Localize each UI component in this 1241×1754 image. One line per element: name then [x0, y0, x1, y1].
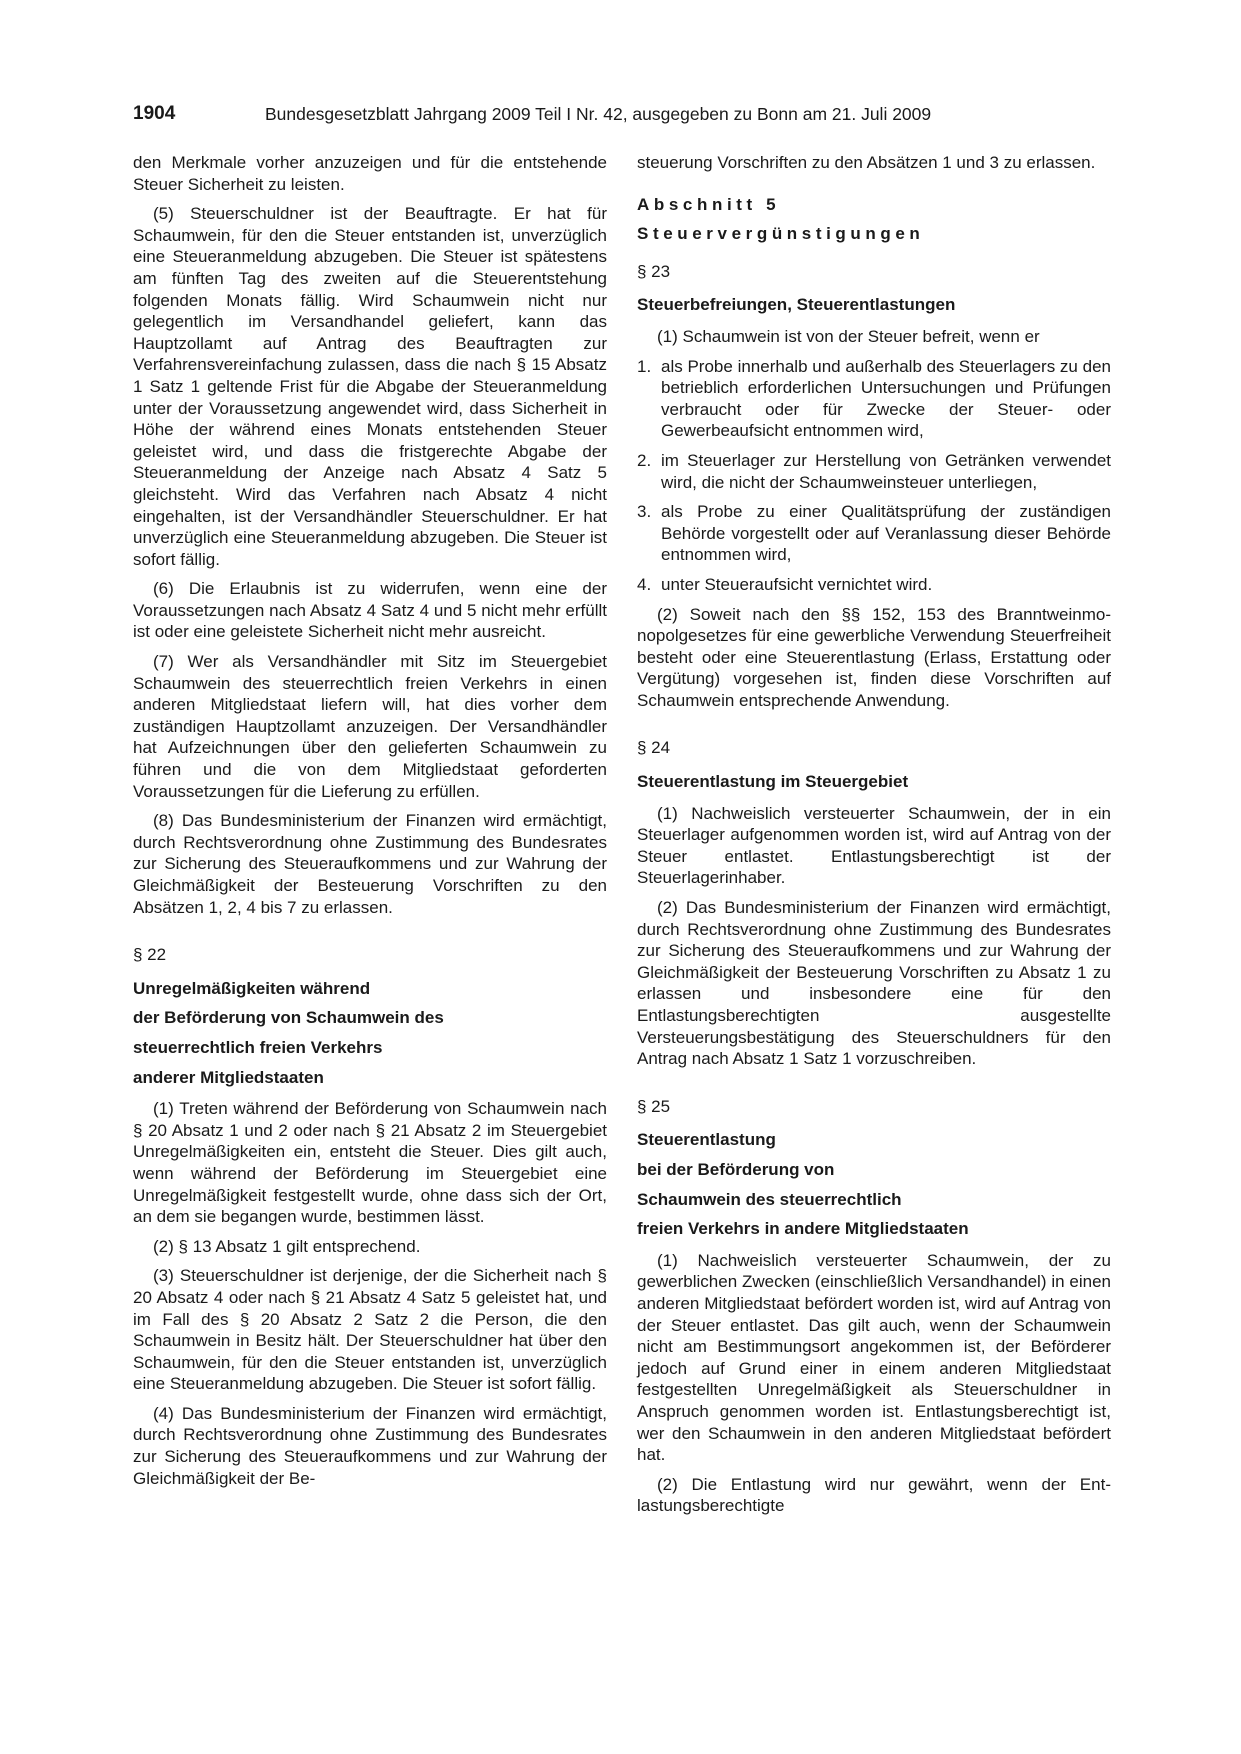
list-item-text: als Probe zu einer Qualitätsprüfung der zuständigen Behörde vorgestellt oder auf Veranlassung dieser Behörde entnommen wird, [661, 502, 1111, 565]
section-number: § 22 [133, 945, 167, 965]
paragraph: (3) Steuerschuldner ist derjenige, der die Sicherheit nach § 20 Absatz 4 oder nach § 21 Absatz 4 Satz 5 geleistet hat, und im Fall des § 20 Absatz 2 Satz 2 die Person, die den Schaumwein in Besitz hält. Der Steuerschuldner hat über den Schaumwein, für den die Steuer entstanden ist, unverzüglich eine Steueranmeldung abzugeben. Die Steuer ist sofort fällig. [133, 1266, 607, 1394]
page-number: 1904 [133, 103, 176, 124]
paragraph: (2) Soweit nach den §§ 152, 153 des Branntweinmonopolgesetzes für eine gewerbliche Verwendung Steuerfreiheit besteht oder eine Steuerentlastung (Erlass, Erstattung oder Vergütung) vorgesehen ist, finden diese Vorschriften auf Schaumwein entsprechende Anwendung. [637, 604, 1111, 710]
list-item [637, 450, 1111, 493]
section-heading [637, 737, 1111, 792]
section-heading [133, 944, 607, 1088]
paragraph: (1) Schaumwein ist von der Steuer befreit, wenn er [657, 326, 1040, 346]
list-item-number: 2. [637, 450, 652, 470]
paragraph: (1) Nachweislich versteuerter Schaumwein, der in ein Steuerlager aufgenommen worden ist, wird auf Antrag von der Steuer entlastet. Entlastungsberechtigt ist der Steuerlagerinhaber. [637, 803, 1111, 888]
list-item-text: unter Steueraufsicht vernichtet wird. [661, 574, 933, 594]
list-item-text: im Steuerlager zur Herstellung von Getränken verwendet wird, die nicht der Schaumweinsteuer unterliegen, [661, 450, 1111, 492]
page-header [133, 103, 1113, 127]
running-head: Bundesgesetzblatt Jahrgang 2009 Teil I Nr. 42, ausgegeben zu Bonn am 21. Juli 2009 [265, 104, 932, 124]
section-title-line: Steuerentlastung im Steuergebiet [637, 772, 909, 792]
section-title-line: Unregelmäßigkeiten während [133, 978, 371, 998]
part-heading [637, 194, 1111, 245]
list-item-number: 4. [637, 574, 652, 594]
paragraph: (1) Treten während der Beförderung von Schaumwein nach § 20 Absatz 1 und 2 oder nach § 21 Absatz 2 im Steuergebiet Unregelmäßigkeiten ein, entsteht die Steuer. Dies gilt auch, wenn während der Beförderung im Steuergebiet eine Unregelmäßigkeit festgestellt wurde, ohne dass sich der Ort, an dem sie begangen wurde, bestimmen lässt. [133, 1099, 607, 1227]
paragraph: (8) Das Bundesministerium der Finanzen wird ermächtigt, durch Rechtsverordnung ohne Zustimmung des Bundesrates zur Sicherung des Steueraufkommens und zur Wahrung der Gleichmäßigkeit der Besteuerung Vorschriften zu den Absätzen 1, 2, 4 bis 7 zu erlassen. [133, 811, 607, 917]
section-number: § 24 [637, 738, 671, 758]
paragraph: (7) Wer als Versandhändler mit Sitz im Steuergebiet Schaumwein des steuerrechtlich freien Verkehrs in einen anderen Mitgliedstaat liefern will, hat dies vorher dem zuständigen Hauptzollamt anzuzeigen. Der Versandhändler hat Aufzeichnungen über den gelieferten Schaumwein zu führen und die von dem Mitgliedstaat geforderten Voraussetzungen für die Lieferung zu erfüllen. [133, 652, 607, 801]
right-column [637, 152, 1111, 1525]
list-item-number: 1. [637, 356, 652, 376]
list-item [637, 501, 1111, 566]
paragraph: steuerung Vorschriften zu den Absätzen 1 und 3 zu erlassen. [637, 153, 1096, 172]
part-number: Abschnitt 5 [637, 194, 781, 214]
section-title-line: Steuerentlastung [637, 1130, 776, 1150]
paragraph: (2) Das Bundesministerium der Finanzen wird ermächtigt, durch Rechtsverordnung ohne Zustimmung des Bundesrates zur Sicherung des Steueraufkommens und zur Wahrung der Gleichmäßigkeit der Besteuerung Vorschriften zu Absatz 1 zu erlassen und insbesondere eine für den Entlastungsberechtigten ausgestellte Versteuerungsbestätigung des Steuerschuldners für den Antrag nach Absatz 1 Satz 1 vorzuschreiben. [637, 898, 1111, 1069]
part-title: Steuervergünstigungen [637, 224, 925, 244]
section-title-line: bei der Beförderung von [637, 1159, 835, 1179]
left-column [133, 152, 607, 1497]
section-heading [637, 261, 1111, 316]
list-item-text: als Probe innerhalb und außerhalb des Steuerlagers zu den betrieblich erforderlichen Untersuchungen und Prüfungen verbraucht oder für Zwecke der Steuer- oder Gewerbeaufsicht entnommen wird, [661, 356, 1111, 441]
paragraph: (6) Die Erlaubnis ist zu widerrufen, wenn eine der Voraussetzungen nach Absatz 4 Satz 4 und 5 nicht mehr erfüllt ist oder eine geleistete Sicherheit nicht mehr ausreicht. [133, 579, 607, 642]
paragraph: (4) Das Bundesministerium der Finanzen wird ermächtigt, durch Rechtsverordnung ohne Zustimmung des Bundesrates zur Sicherung des Steueraufkommens und zur Wahrung der Gleichmäßigkeit der Be- [133, 1403, 607, 1488]
section-title-line: steuerrechtlich freien Verkehrs [133, 1037, 383, 1057]
section-title-line: anderer Mitgliedstaaten [133, 1067, 324, 1087]
list-item-number: 3. [637, 502, 652, 522]
section-heading [637, 1096, 1111, 1240]
section-title-line: Schaumwein des steuerrechtlich [637, 1189, 902, 1209]
section-number: § 23 [637, 261, 671, 281]
list-item [637, 356, 1111, 442]
paragraph: den Merkmale vorher anzuzeigen und für die entstehende Steuer Sicherheit zu leisten. [133, 153, 607, 194]
enumerated-list [637, 356, 1111, 596]
paragraph: (1) Nachweislich versteuerter Schaumwein, der zu gewerblichen Zwecken (einschließlich Versandhandel) in einen anderen Mitgliedstaat befördert worden ist, wird auf Antrag von der Steuer entlastet. Das gilt auch, wenn der Schaumwein nicht am Bestimmungsort angekommen ist, der Beförderer jedoch auf Grund einer in einem anderen Mitgliedstaat festgestellten Unregelmäßigkeit als Steuerschuldner in Anspruch genommen worden ist. Entlastungsberechtigt ist, wer den Schaumwein in den anderen Mitgliedstaat befördert hat. [637, 1250, 1111, 1465]
section-title-line: Steuerbefreiungen, Steuerentlastungen [637, 295, 956, 315]
section-title-line: der Beförderung von Schaumwein des [133, 1008, 444, 1028]
section-title-line: freien Verkehrs in andere Mitgliedstaaten [637, 1219, 969, 1239]
paragraph: (2) Die Entlastung wird nur gewährt, wenn der Entlastungsberechtigte [637, 1474, 1111, 1516]
paragraph: (5) Steuerschuldner ist der Beauftragte. Er hat für Schaumwein, für den die Steuer entstanden ist, unverzüglich eine Steueranmeldung abzugeben. Die Steuer ist spätestens am fünften Tag des zweiten auf die Steuerentstehung folgenden Monats fällig. Wird Schaumwein nicht nur gelegentlich im Versandhandel geliefert, kann das Hauptzollamt auf Antrag des Beauftragten zur Verfahrensvereinfachung zulassen, dass die nach § 15 Absatz 1 Satz 1 geltende Frist für die Abgabe der Steueranmeldung unter der Voraussetzung angewendet wird, dass Sicherheit in Höhe der während eines Monats entstehenden Steuer geleistet wird, und dass die fristgerechte Abgabe der Steueranmeldung der Anzeige nach Absatz 4 Satz 5 gleichsteht. Wird das Verfahren nach Absatz 4 nicht eingehalten, ist der Versandhändler Steuerschuldner. Er hat unverzüglich eine Steueranmeldung abzugeben. Die Steuer ist sofort fällig. [133, 204, 607, 569]
paragraph: (2) § 13 Absatz 1 gilt entsprechend. [153, 1236, 421, 1256]
section-number: § 25 [637, 1096, 671, 1116]
list-item [637, 574, 1111, 596]
